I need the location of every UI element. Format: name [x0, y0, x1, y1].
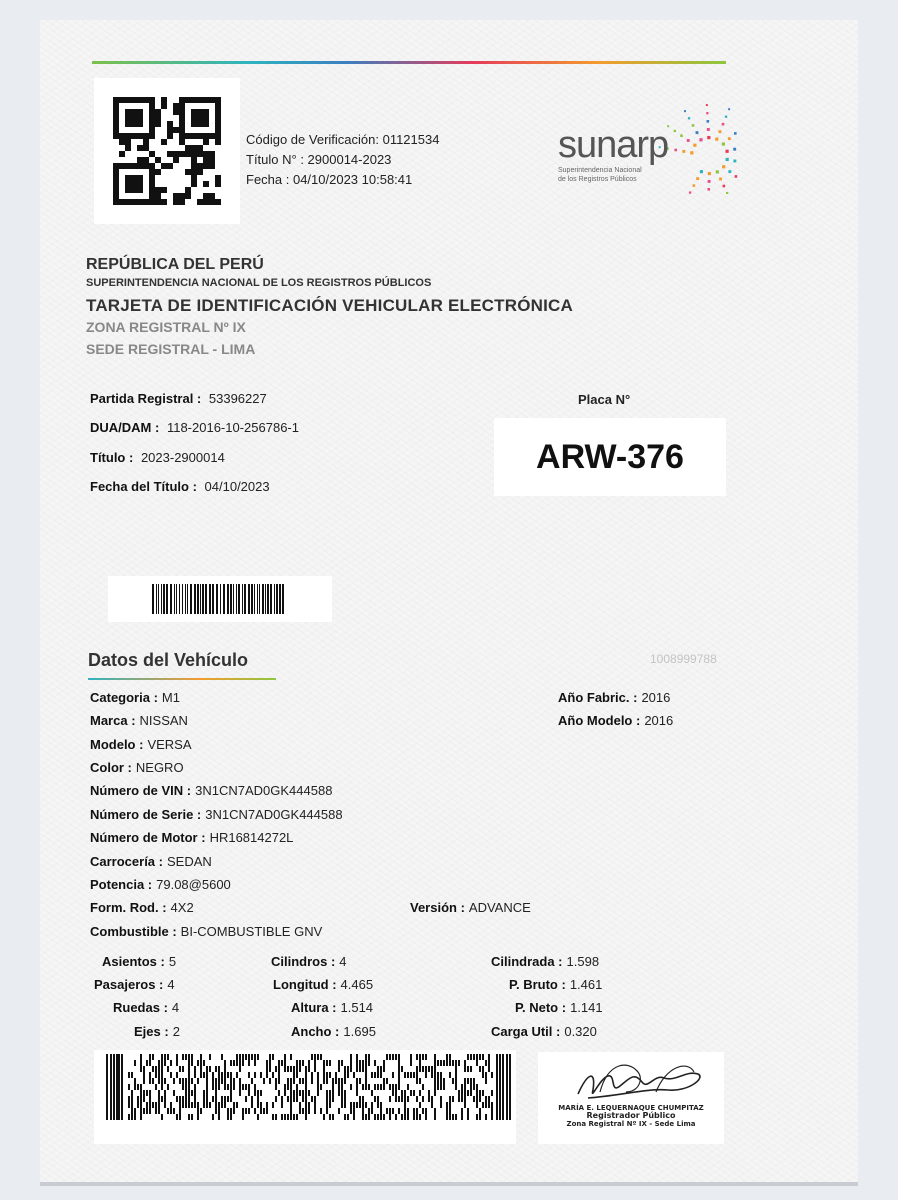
marca-field	[90, 713, 188, 728]
serie-field	[90, 807, 343, 822]
logo-subtitle-line2: de los Registros Públicos	[558, 176, 637, 183]
cilindros-field	[271, 954, 347, 969]
partida-value: 53396227	[208, 391, 267, 406]
ejes-field	[134, 1024, 180, 1039]
document-title: TARJETA DE IDENTIFICACIÓN VEHICULAR ELECTRÓNICA	[86, 296, 573, 315]
modelo-field	[90, 737, 192, 752]
titulo-label: Título :	[90, 450, 134, 465]
verification-code: Código de Verificación: 01121534	[246, 132, 440, 147]
modelo-value: VERSA	[147, 737, 192, 752]
titulo-value: 2023-2900014	[140, 450, 225, 465]
ruedas-label: Ruedas :	[113, 1000, 168, 1015]
qr-code-panel	[94, 78, 240, 224]
vin-field	[90, 783, 332, 798]
formrod-value: 4X2	[170, 900, 194, 915]
vin-value: 3N1CN7AD0GK444588	[195, 783, 333, 798]
handwritten-signature-icon	[538, 1052, 724, 1112]
cilindrada-field	[491, 954, 599, 969]
pneto-value: 1.141	[570, 1000, 603, 1015]
signer-office: Zona Registral Nº IX - Sede Lima	[566, 1120, 696, 1128]
fecha-titulo-value: 04/10/2023	[204, 479, 270, 494]
altura-label: Altura :	[291, 1000, 337, 1015]
motor-value: HR16814272L	[209, 830, 294, 845]
ruedas-value: 4	[171, 1000, 180, 1015]
zona-registral: ZONA REGISTRAL Nº IX	[86, 319, 246, 335]
pasajeros-field	[94, 977, 175, 992]
cargautil-value: 0.320	[564, 1024, 597, 1039]
carroceria-field	[90, 854, 212, 869]
altura-value: 1.514	[340, 1000, 374, 1015]
longitud-field	[273, 977, 373, 992]
categoria-label: Categoria :	[90, 690, 158, 705]
ancho-value: 1.695	[343, 1024, 376, 1039]
anio-fabric-value: 2016	[641, 690, 671, 705]
pbruto-value: 1.461	[569, 977, 603, 992]
ejes-label: Ejes :	[134, 1024, 169, 1039]
carroceria-label: Carrocería :	[90, 854, 163, 869]
combustible-value: BI-COMBUSTIBLE GNV	[180, 924, 323, 939]
marca-value: NISSAN	[139, 713, 188, 728]
longitud-value: 4.465	[340, 977, 374, 992]
pneto-field	[515, 1000, 603, 1015]
pdf417-barcode-panel	[94, 1050, 516, 1144]
dua-label: DUA/DAM :	[90, 420, 160, 435]
dua-field	[90, 420, 299, 435]
signature-text	[538, 1104, 724, 1128]
cilindrada-label: Cilindrada :	[491, 954, 563, 969]
sede-registral: SEDE REGISTRAL - LIMA	[86, 341, 256, 357]
potencia-value: 79.08@5600	[156, 877, 231, 892]
anio-fabric-field	[558, 690, 670, 705]
pasajeros-value: 4	[167, 977, 175, 992]
version-value: ADVANCE	[468, 900, 531, 915]
anio-modelo-field	[558, 713, 673, 728]
color-stripe	[92, 61, 726, 64]
ejes-value: 2	[172, 1024, 180, 1039]
fecha-titulo-label: Fecha del Título :	[90, 479, 197, 494]
color-field	[90, 760, 184, 775]
dua-value: 118-2016-10-256786-1	[166, 420, 299, 435]
ruedas-field	[113, 1000, 179, 1015]
longitud-label: Longitud :	[273, 977, 337, 992]
titulo-field	[90, 450, 225, 465]
asientos-label: Asientos :	[102, 954, 165, 969]
signer-role: Registrador Público	[586, 1111, 676, 1120]
serie-value: 3N1CN7AD0GK444588	[205, 807, 343, 822]
motor-field	[90, 830, 293, 845]
cargautil-field	[491, 1024, 597, 1039]
cilindrada-value: 1.598	[566, 954, 600, 969]
logo-subtitle-line1: Superintendencia Nacional	[558, 167, 642, 174]
logo-word: sunarp	[558, 124, 669, 166]
potencia-label: Potencia :	[90, 877, 153, 892]
cilindros-value: 4	[339, 954, 347, 969]
asientos-value: 5	[168, 954, 177, 969]
pbruto-field	[509, 977, 602, 992]
country-heading: REPÚBLICA DEL PERÚ	[86, 256, 264, 273]
partida-field	[90, 391, 267, 406]
qr-code	[113, 97, 221, 205]
vin-label: Número de VIN :	[90, 783, 192, 798]
ancho-label: Ancho :	[291, 1024, 340, 1039]
section-underline	[88, 678, 276, 680]
serie-label: Número de Serie :	[90, 807, 202, 822]
pbruto-label: P. Bruto :	[509, 977, 566, 992]
page-bottom-edge	[40, 1182, 858, 1186]
pasajeros-label: Pasajeros :	[94, 977, 164, 992]
signature-panel	[538, 1052, 724, 1144]
cargautil-label: Carga Util :	[491, 1024, 561, 1039]
partida-label: Partida Registral :	[90, 391, 202, 406]
pneto-label: P. Neto :	[515, 1000, 567, 1015]
barcode	[152, 584, 286, 614]
version-label: Versión :	[410, 900, 465, 915]
asientos-field	[102, 954, 176, 969]
anio-fabric-label: Año Fabric. :	[558, 690, 638, 705]
carroceria-value: SEDAN	[166, 854, 212, 869]
anio-modelo-label: Año Modelo :	[558, 713, 641, 728]
color-value: NEGRO	[135, 760, 184, 775]
marca-label: Marca :	[90, 713, 136, 728]
placa-label: Placa N°	[578, 392, 631, 407]
agency-heading: SUPERINTENDENCIA NACIONAL DE LOS REGISTROS PÚBLICOS	[86, 277, 432, 289]
combustible-field	[90, 924, 322, 939]
vehicle-code: 1008999788	[650, 652, 717, 666]
version-field	[410, 900, 531, 915]
formrod-label: Form. Rod. :	[90, 900, 167, 915]
categoria-value: M1	[161, 690, 180, 705]
verification-titulo: Título N° : 2900014-2023	[246, 152, 392, 167]
anio-modelo-value: 2016	[644, 713, 674, 728]
placa-value: ARW-376	[536, 437, 684, 476]
cilindros-label: Cilindros :	[271, 954, 336, 969]
categoria-field	[90, 690, 180, 705]
sunarp-logo	[558, 94, 738, 194]
modelo-label: Modelo :	[90, 737, 144, 752]
potencia-field	[90, 877, 231, 892]
logo-subtitle	[558, 166, 668, 184]
barcode-panel	[108, 576, 332, 622]
section-title: Datos del Vehículo	[88, 650, 249, 670]
verification-fecha: Fecha : 04/10/2023 10:58:41	[246, 172, 413, 187]
altura-field	[291, 1000, 373, 1015]
placa-panel	[494, 418, 726, 496]
formrod-field	[90, 900, 194, 915]
fecha-titulo-field	[90, 479, 270, 494]
motor-label: Número de Motor :	[90, 830, 206, 845]
color-label: Color :	[90, 760, 132, 775]
ancho-field	[291, 1024, 376, 1039]
signer-name: MARÍA E. LEQUERNAQUE CHUMPITAZ	[558, 1104, 704, 1112]
combustible-label: Combustible :	[90, 924, 177, 939]
verification-info	[246, 130, 439, 190]
pdf417-barcode	[106, 1054, 512, 1120]
